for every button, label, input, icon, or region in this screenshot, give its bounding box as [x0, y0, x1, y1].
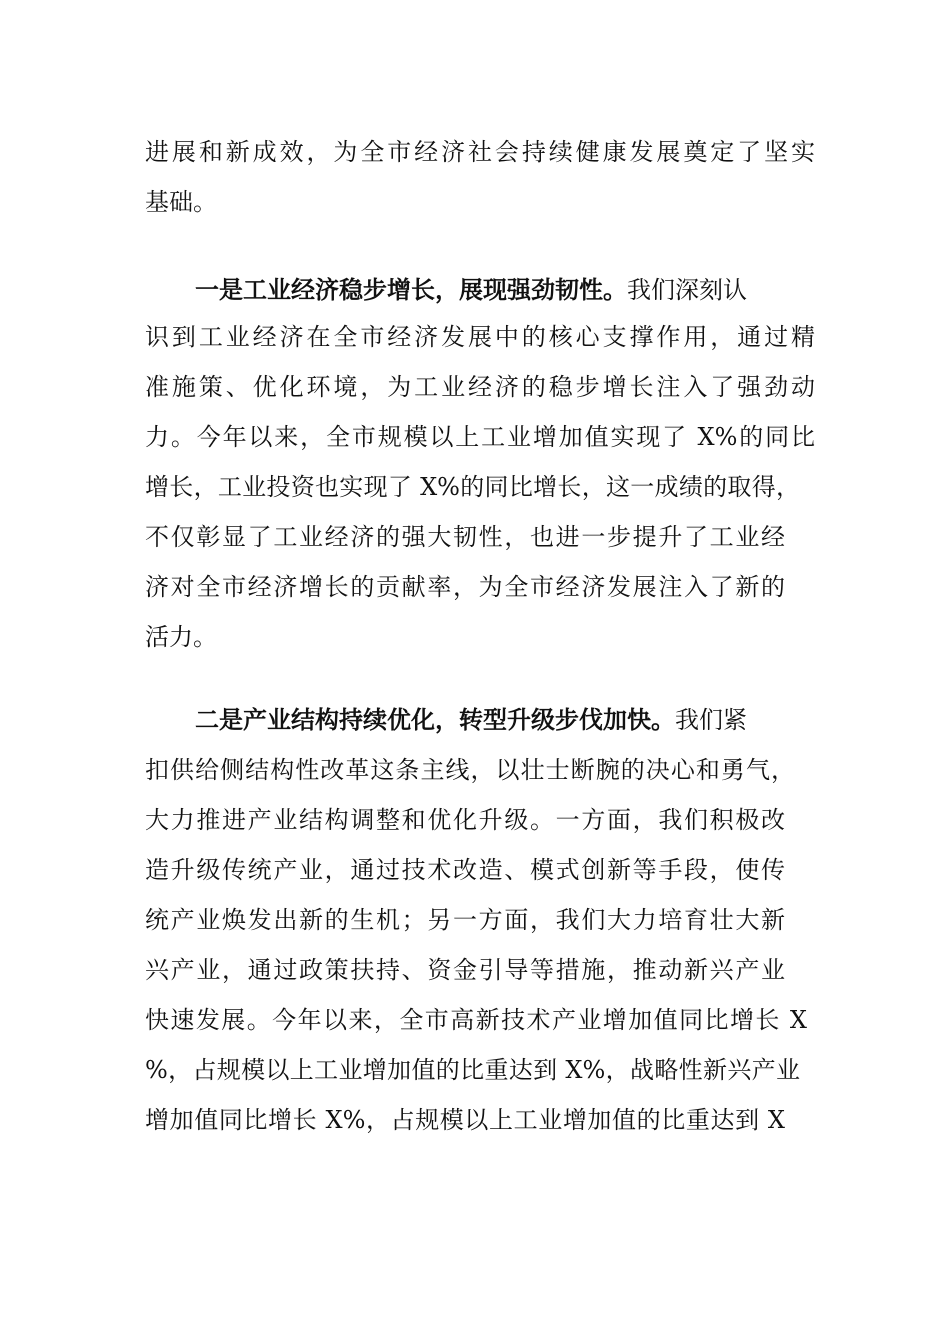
paragraph-1-heading: 一是工业经济稳步增长，展现强劲韧性。: [195, 275, 627, 304]
paragraph-2-line: 统产业焕发出新的生机；另一方面，我们大力培育壮大新: [145, 906, 785, 934]
paragraph-1-text: 我们深刻认: [627, 276, 747, 304]
paragraph-2-line: 兴产业，通过政策扶持、资金引导等措施，推动新兴产业: [145, 956, 785, 984]
paragraph-1-first-line: [195, 265, 815, 315]
intro-line: 基础。: [145, 188, 217, 216]
paragraph-1-line: 识到工业经济在全市经济发展中的核心支撑作用，通过精: [145, 323, 815, 351]
paragraph-2-line: 造升级传统产业，通过技术改造、模式创新等手段，使传: [145, 856, 785, 884]
intro-line: 进展和新成效，为全市经济社会持续健康发展奠定了坚实: [145, 138, 815, 166]
paragraph-1-line: 不仅彰显了工业经济的强大韧性，也进一步提升了工业经: [145, 523, 785, 551]
paragraph-2-heading: 二是产业结构持续优化，转型升级步伐加快。: [195, 705, 675, 734]
paragraph-1-line: 准施策、优化环境，为工业经济的稳步增长注入了强劲动: [145, 373, 815, 401]
paragraph-1-line: 力。今年以来，全市规模以上工业增加值实现了 X%的同比: [145, 423, 815, 451]
paragraph-1-line: 济对全市经济增长的贡献率，为全市经济发展注入了新的: [145, 573, 785, 601]
paragraph-2-line: 大力推进产业结构调整和优化升级。一方面，我们积极改: [145, 806, 785, 834]
paragraph-2-line: 快速发展。今年以来，全市高新技术产业增加值同比增长 X: [145, 1006, 807, 1034]
paragraph-2-line: 增加值同比增长 X%，占规模以上工业增加值的比重达到 X: [145, 1106, 785, 1134]
paragraph-2-first-line: [195, 695, 815, 745]
paragraph-1-line: 活力。: [145, 623, 217, 651]
paragraph-2-line: 扣供给侧结构性改革这条主线，以壮士断腕的决心和勇气，: [145, 756, 795, 784]
paragraph-2-line: %，占规模以上工业增加值的比重达到 X%，战略性新兴产业: [145, 1056, 800, 1084]
paragraph-2-text: 我们紧: [675, 706, 747, 734]
paragraph-1-line: 增长，工业投资也实现了 X%的同比增长，这一成绩的取得，: [145, 473, 800, 501]
